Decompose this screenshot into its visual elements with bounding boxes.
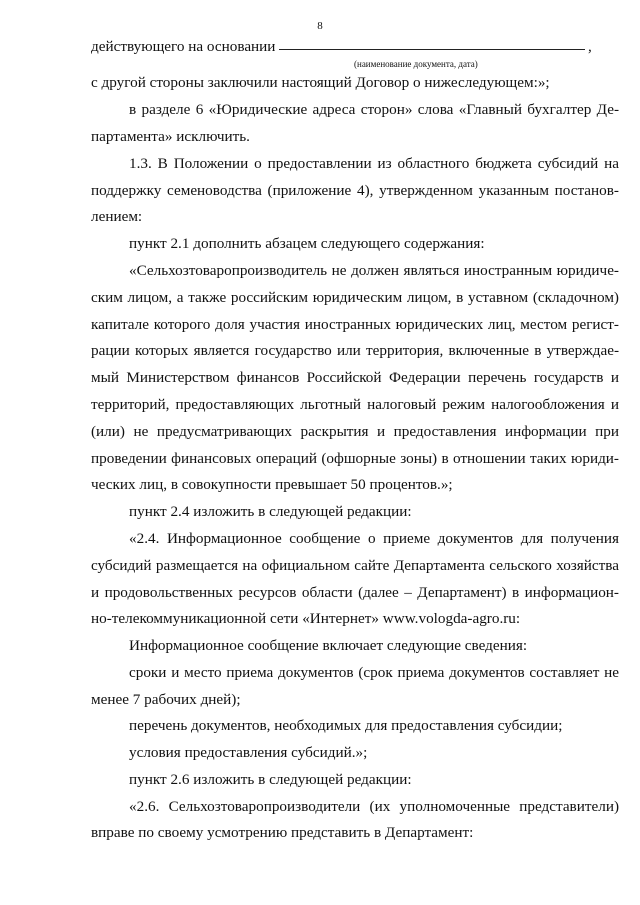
- text-line: 1.3. В Положении о предоставлении из областного бюджета субсидий на: [129, 155, 619, 172]
- text-line: территорий, предоставляющих льготный налоговый режим налогообложения и: [91, 396, 619, 413]
- header-prefix: действующего на основании: [91, 38, 276, 55]
- text-line: но-телекоммуникационной сети «Интернет» www.vologda-agro.ru:: [91, 610, 521, 627]
- text-line: проведении финансовых операций (офшорные зоны) в отношении таких юриди-: [91, 450, 619, 467]
- text-line: и продовольственных ресурсов области (далее – Департамент) в информацион-: [91, 584, 619, 601]
- text-line: условия предоставления субсидий.»;: [129, 744, 368, 761]
- page-number: 8: [317, 20, 323, 32]
- text-line: пункт 2.4 изложить в следующей редакции:: [129, 503, 412, 520]
- header-comma: ,: [588, 38, 592, 55]
- text-line: перечень документов, необходимых для предоставления субсидии;: [129, 717, 563, 734]
- text-line: в разделе 6 «Юридические адреса сторон» слова «Главный бухгалтер Де-: [129, 101, 619, 118]
- text-line: партамента» исключить.: [91, 128, 250, 145]
- text-line: сроки и место приема документов (срок приема документов составляет не: [129, 664, 619, 681]
- text-line: лением:: [91, 208, 143, 225]
- signature-blank-line: [279, 49, 585, 50]
- text-line: вправе по своему усмотрению представить в Департамент:: [91, 824, 474, 841]
- text-line: «2.6. Сельхозтоваропроизводители (их уполномоченные представители): [129, 798, 619, 815]
- text-line: ческих лиц, в совокупности превышает 50 процентов.»;: [91, 476, 453, 493]
- text-line: Информационное сообщение включает следующие сведения:: [129, 637, 528, 654]
- text-line: «Сельхозтоваропроизводитель не должен являться иностранным юридиче-: [129, 262, 619, 279]
- text-line: менее 7 рабочих дней);: [91, 691, 241, 708]
- text-line: субсидий размещается на официальном сайте Департамента сельского хозяйства: [91, 557, 619, 574]
- text-line: пункт 2.6 изложить в следующей редакции:: [129, 771, 412, 788]
- text-line: рации которых является государство или территория, включенные в утверждае-: [91, 342, 619, 359]
- text-line: с другой стороны заключили настоящий Договор о нижеследующем:»;: [91, 74, 550, 91]
- text-line: «2.4. Информационное сообщение о приеме документов для получения: [129, 530, 619, 547]
- text-line: (или) не предусматривающих раскрытия и предоставления информации при: [91, 423, 619, 440]
- text-line: пункт 2.1 дополнить абзацем следующего содержания:: [129, 235, 485, 252]
- text-line: мый Министерством финансов Российской Федерации перечень государств и: [91, 369, 619, 386]
- document-caption: (наименование документа, дата): [354, 59, 478, 69]
- text-line: поддержку семеноводства (приложение 4), утвержденном указанным постанов-: [91, 182, 619, 199]
- text-line: ским лицом, а также российским юридическим лицом, в уставном (складочном): [91, 289, 619, 306]
- text-line: капитале которого доля участия иностранных юридических лиц, местом регист-: [91, 316, 619, 333]
